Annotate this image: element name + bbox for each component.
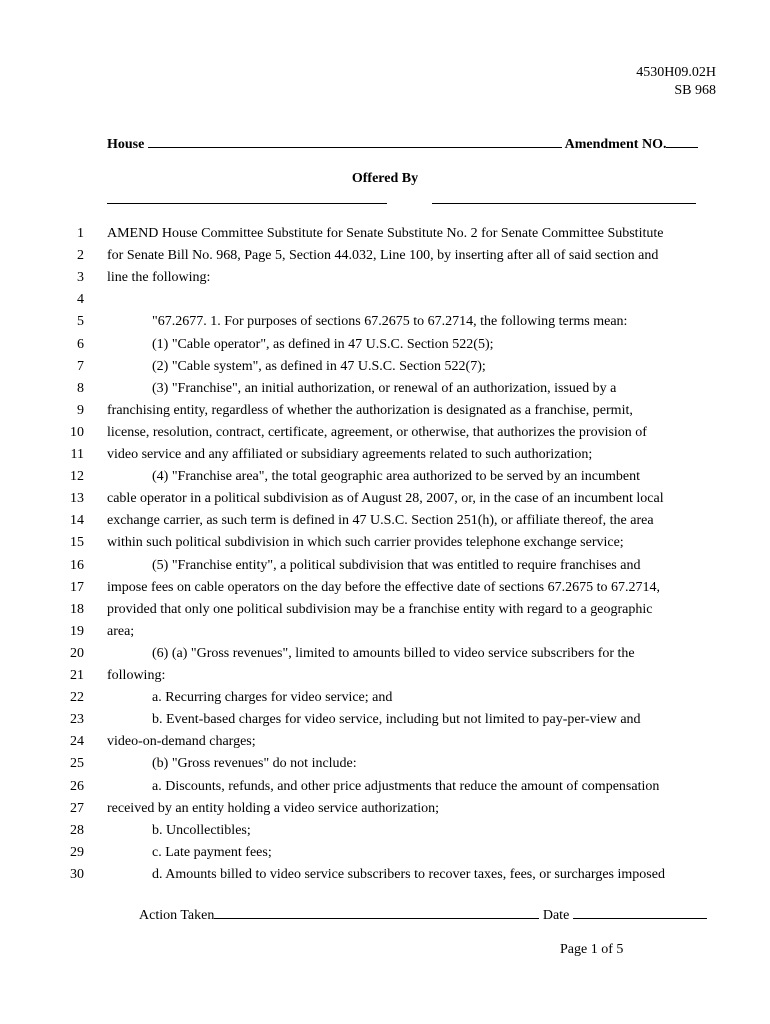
body-line (0, 489, 770, 509)
line-number: 21 (70, 668, 84, 683)
bill-number: SB 968 (674, 83, 716, 98)
body-line (0, 401, 770, 421)
house-amendment-line (107, 135, 712, 153)
body-line (0, 732, 770, 752)
line-number: 15 (70, 535, 84, 551)
body-line (0, 312, 770, 332)
house-blank (148, 135, 562, 148)
body-line (0, 578, 770, 598)
house-label: House (107, 137, 145, 152)
line-number: 4 (77, 292, 84, 308)
line-number: 19 (70, 623, 84, 639)
line-number: 29 (70, 844, 84, 860)
line-text: received by an entity holding a video service authorization; (107, 800, 439, 816)
action-taken-line (139, 906, 707, 924)
date-label: Date (542, 908, 570, 923)
document-identifier (636, 64, 716, 100)
line-text: franchising entity, regardless of whether the authorization is designated as a franchise, permit, (107, 402, 633, 418)
body-line (0, 467, 770, 487)
line-number: 16 (70, 557, 84, 573)
line-text: for Senate Bill No. 968, Page 5, Section 44.032, Line 100, by inserting after all of said section and (107, 248, 659, 264)
line-number: 8 (77, 380, 84, 396)
line-number: 1 (77, 226, 84, 241)
body-line (0, 533, 770, 553)
doc-id: 4530H09.02H (636, 65, 716, 80)
line-number: 17 (70, 579, 84, 595)
line-text: area; (107, 623, 135, 639)
line-number: 11 (70, 447, 84, 462)
line-text: video service and any affiliated or subsidiary agreements related to such authorization; (107, 447, 593, 462)
line-text: AMEND House Committee Substitute for Senate Substitute No. 2 for Senate Committee Substitute (107, 226, 664, 241)
line-text: (b) "Gross revenues" do not include: (152, 756, 357, 772)
line-text: exchange carrier, as such term is defined in 47 U.S.C. Section 251(h), or affiliate thereof, the area (107, 513, 654, 529)
offered-by-signature-line-left (107, 203, 387, 204)
body-line (0, 666, 770, 686)
line-number: 13 (70, 491, 84, 507)
body-line (0, 644, 770, 664)
line-number: 27 (70, 800, 84, 816)
line-number: 23 (70, 712, 84, 728)
line-text: line the following: (107, 270, 211, 286)
line-text: a. Recurring charges for video service; and (152, 690, 393, 706)
line-text: following: (107, 668, 166, 683)
body-line (0, 821, 770, 841)
body-line (0, 357, 770, 377)
line-text: provided that only one political subdivision may be a franchise entity with regard to a geographic (107, 601, 653, 617)
line-number: 6 (77, 336, 84, 352)
body-line (0, 600, 770, 620)
line-number: 5 (77, 314, 84, 330)
line-number: 24 (70, 734, 84, 750)
body-line (0, 710, 770, 730)
line-number: 30 (70, 866, 84, 882)
body-line (0, 799, 770, 819)
line-number: 2 (77, 248, 84, 264)
date-blank (573, 906, 707, 919)
body-line (0, 843, 770, 863)
line-text: (6) (a) "Gross revenues", limited to amounts billed to video service subscribers for the (152, 645, 635, 661)
line-text: (2) "Cable system", as defined in 47 U.S.C. Section 522(7); (152, 358, 486, 374)
line-number: 10 (70, 424, 84, 440)
line-number: 9 (77, 402, 84, 418)
line-number: 12 (70, 469, 84, 485)
line-number: 18 (70, 601, 84, 617)
body-line (0, 688, 770, 708)
body-line (0, 268, 770, 288)
offered-by-heading: Offered By (351, 171, 419, 186)
line-text: b. Uncollectibles; (152, 822, 251, 838)
body-line (0, 777, 770, 797)
amendment-number-label: Amendment NO. (564, 137, 667, 152)
body-line (0, 754, 770, 774)
line-number: 25 (70, 756, 84, 772)
line-number: 22 (70, 690, 84, 706)
body-line (0, 423, 770, 443)
line-text: "67.2677. 1. For purposes of sections 67.2675 to 67.2714, the following terms mean: (152, 314, 628, 330)
line-number: 26 (70, 778, 84, 794)
body-line (0, 290, 770, 310)
body-line (0, 224, 770, 244)
line-text: (3) "Franchise", an initial authorization, or renewal of an authorization, issued by a (152, 380, 617, 396)
line-number: 7 (77, 358, 84, 374)
amendment-number-blank (666, 135, 698, 148)
line-text: a. Discounts, refunds, and other price adjustments that reduce the amount of compensation (152, 778, 660, 794)
line-text: b. Event-based charges for video service, including but not limited to pay-per-view and (152, 712, 641, 728)
line-text: within such political subdivision in which such carrier provides telephone exchange service; (107, 535, 624, 551)
line-number: 14 (70, 513, 84, 529)
line-text: video-on-demand charges; (107, 734, 256, 750)
body-line (0, 556, 770, 576)
line-text: cable operator in a political subdivision as of August 28, 2007, or, in the case of an incumbent local (107, 491, 664, 507)
page-number: Page 1 of 5 (560, 942, 624, 957)
body-line (0, 622, 770, 642)
action-taken-blank (214, 906, 539, 919)
offered-by-signature-line-right (432, 203, 696, 204)
body-line (0, 379, 770, 399)
body-line (0, 246, 770, 266)
body-line (0, 511, 770, 531)
line-text: impose fees on cable operators on the day before the effective date of sections 67.2675 to 67.2714, (107, 579, 660, 595)
line-text: d. Amounts billed to video service subscribers to recover taxes, fees, or surcharges imposed (152, 866, 665, 882)
body-line (0, 445, 770, 465)
body-line (0, 335, 770, 355)
line-text: (5) "Franchise entity", a political subdivision that was entitled to require franchises and (152, 557, 641, 573)
line-text: license, resolution, contract, certificate, agreement, or otherwise, that authorizes the provision of (107, 424, 647, 440)
line-text: (1) "Cable operator", as defined in 47 U.S.C. Section 522(5); (152, 336, 494, 352)
body-line (0, 865, 770, 885)
line-text: (4) "Franchise area", the total geographic area authorized to be served by an incumbent (152, 469, 641, 485)
line-number: 3 (77, 270, 84, 286)
action-taken-label: Action Taken (139, 908, 215, 923)
line-number: 20 (70, 645, 84, 661)
line-number: 28 (70, 822, 84, 838)
line-text: c. Late payment fees; (152, 844, 272, 860)
